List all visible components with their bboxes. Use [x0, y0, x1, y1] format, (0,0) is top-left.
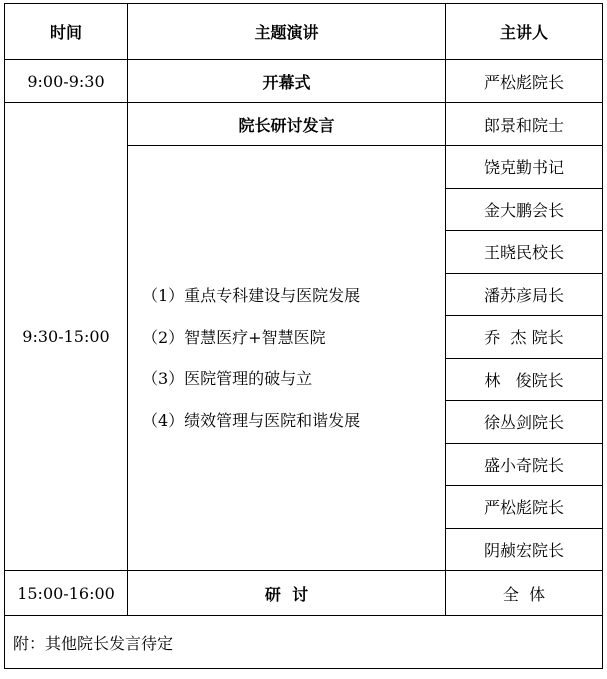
speaker-cell: 阴赪宏院长: [446, 528, 603, 571]
section-row: [5, 103, 603, 146]
topic-list: [128, 146, 446, 571]
speaker-cell: 潘苏彦局长: [446, 273, 603, 316]
header-topic: 主题演讲: [128, 4, 446, 60]
speaker-cell: 盛小奇院长: [446, 443, 603, 486]
topic-item: （1）重点专科建设与医院发展: [142, 286, 361, 305]
discussion-time: 15:00-16:00: [5, 571, 128, 616]
opening-time: 9:00-9:30: [5, 60, 128, 103]
opening-speaker: 严松彪院长: [446, 60, 603, 103]
speaker-cell: 林 俊院长: [446, 358, 603, 401]
speaker-cell: 徐丛剑院长: [446, 401, 603, 444]
note-row: [5, 616, 603, 669]
speaker-cell: 严松彪院长: [446, 486, 603, 529]
header-time: 时间: [5, 4, 128, 60]
topic-item: （4）绩效管理与医院和谐发展: [142, 410, 361, 430]
opening-topic: 开幕式: [128, 60, 446, 103]
section-speaker: 郎景和院士: [446, 103, 603, 146]
speaker-cell: 乔 杰 院长: [446, 316, 603, 359]
discussion-speaker: 全 体: [446, 571, 603, 616]
agenda-table: [4, 3, 603, 669]
topic-item: （2）智慧医疗+智慧医院: [142, 327, 326, 347]
main-time: 9:30-15:00: [5, 103, 128, 571]
note-text: 附：其他院长发言待定: [5, 616, 603, 669]
speaker-cell: 金大鹏会长: [446, 188, 603, 231]
speaker-cell: 王晓民校长: [446, 231, 603, 274]
section-title: 院长研讨发言: [128, 103, 446, 146]
header-row: [5, 4, 603, 60]
discussion-row: [5, 571, 603, 616]
speaker-cell: 饶克勤书记: [446, 146, 603, 189]
header-speaker: 主讲人: [446, 4, 603, 60]
topic-item: （3）医院管理的破与立: [142, 369, 313, 388]
discussion-topic: 研 讨: [128, 571, 446, 616]
opening-row: [5, 60, 603, 103]
